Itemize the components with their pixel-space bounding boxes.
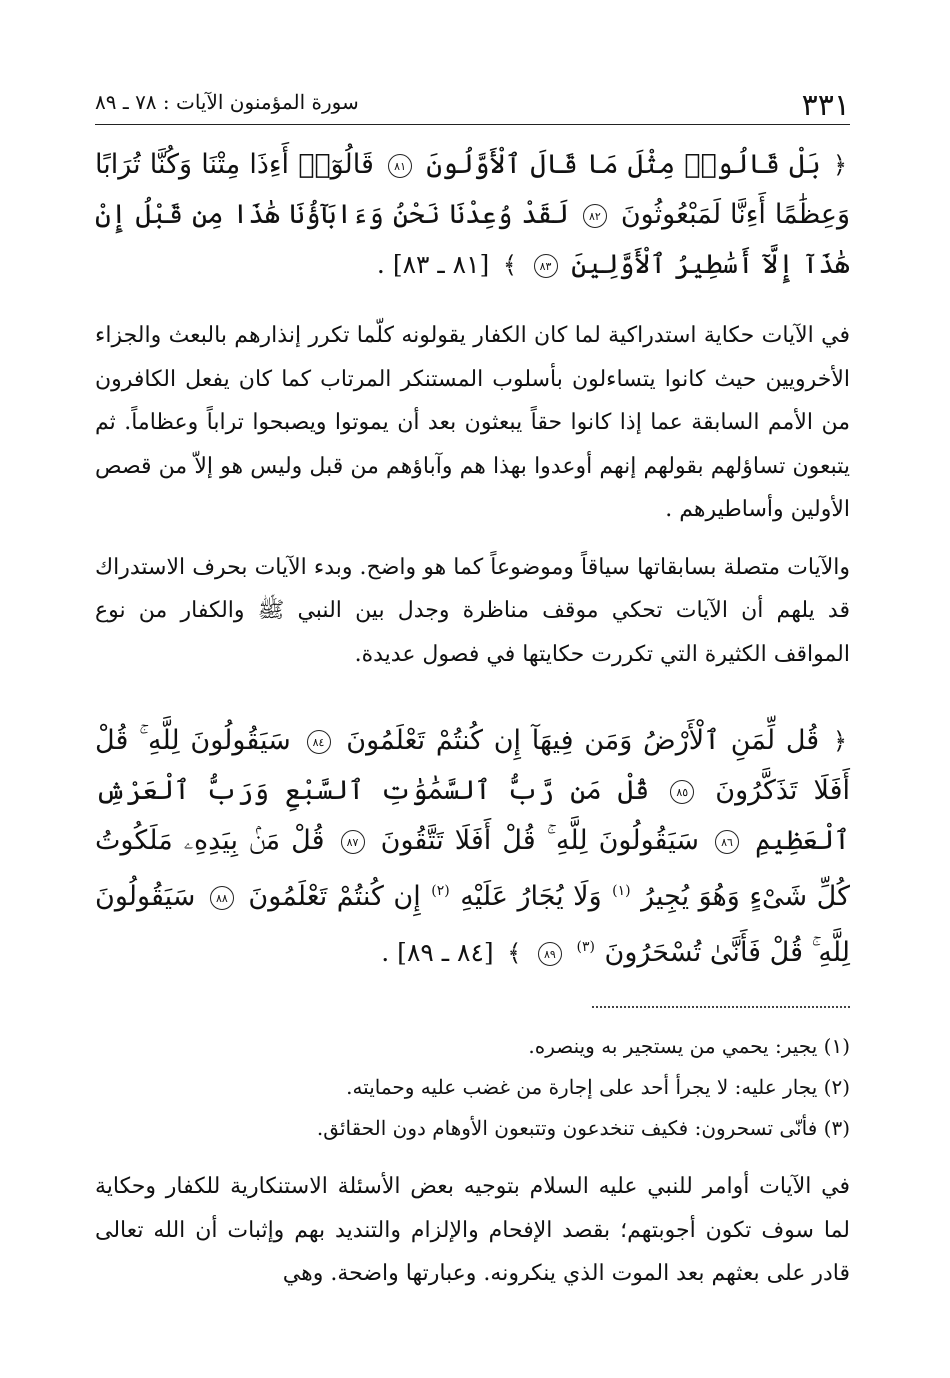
ornate-bracket-close: ﴾: [507, 939, 522, 967]
footnote-item: (١) يجير: يحمي من يستجير به وينصره.: [528, 1034, 850, 1058]
ayah-number-mark: ٨٨: [210, 886, 234, 910]
commentary-paragraph-2: والآيات متصلة بسابقاتها سياقاً وموضوعاً كما هو واضح. وبدء الآيات بحرف الاستدراك قد يلهم أن الآيات تحكي موقف مناظرة وجدل بين النبي ﷺ والكفار من نوع المواقف الكثيرة التي تكررت حكايتها في فصول عديدة.: [95, 554, 850, 667]
verse-text: قُلْ مَنۢ بِيَدِهِۦ مَلَكُوتُ كُلِّ شَىْءٍ وَهُوَ يُجِيرُ: [95, 825, 850, 912]
page-number: ٣٣١: [801, 88, 850, 123]
commentary-paragraph-3: في الآيات أوامر للنبي عليه السلام بتوجيه بعض الأسئلة الاستنكارية للكفار وحكاية لما سوف تكون أجوبتهم؛ بقصد الإفحام والإلزام والتنديد بهم وإثبات أن الله تعالى قادر على بعثهم بعد الموت الذي ينكرونه. وعبارتها واضحة. وهي: [95, 1174, 850, 1286]
footnote-reference[interactable]: (١): [612, 883, 631, 899]
footnote-reference[interactable]: (٢): [431, 883, 450, 899]
ayah-number-mark: ٨٢: [583, 204, 607, 228]
verse-text: قَالُوٓا۟ أَءِذَا مِتْنَا وَكُنَّا تُرَابًا وَعِظَٰمًا أَءِنَّا لَمَبْعُوثُونَ: [95, 149, 851, 230]
footnote-item: (٣) فأنّى تسحرون: فكيف تنخدعون وتتبعون الأوهام دون الحقائق.: [316, 1116, 850, 1140]
commentary-paragraph-1: في الآيات حكاية استدراكية لما كان الكفار يقولونه كلّما تكرر إنذارهم بالبعث والجزاء الأخرويين حيث كانوا يتساءلون بأسلوب المستنكر المرتاب كما كان يفعل الكافرون من الأمم السابقة عما إذا كانوا حقاً يبعثون بعد أن يموتوا ويصبحوا تراباً وعظاماً. ثم يتبعون تساؤلهم بقولهم إنهم أوعدوا بهذا هم وآباؤهم من قبل وليس هو إلاّ من قصص الأولين وأساطيرهم .: [95, 323, 850, 522]
ayah-number-mark: ٨٦: [715, 830, 739, 854]
verse-text: وَلَا يُجَارُ عَلَيْهِ: [460, 881, 602, 912]
running-title: سورة المؤمنون الآيات : ٧٨ ـ ٨٩: [95, 90, 359, 114]
header-rule: [95, 124, 850, 125]
verse-text: قُلْ مَن رَّبُّ ٱلسَّمَٰوَٰتِ ٱلسَّبْعِ وَرَبُّ ٱلْعَرْشِ ٱلْعَظِيمِ: [95, 775, 850, 856]
quran-passage-2: [95, 716, 850, 978]
ornate-bracket-open: ﴿: [832, 151, 847, 179]
verse-text: سَيَقُولُونَ لِلَّهِ ۚ قُلْ أَفَلَا تَذَكَّرُونَ: [95, 725, 850, 806]
verse-range-reference: [٨١ ـ ٨٣] .: [376, 250, 490, 279]
verse-text: لَقَدْ وُعِدْنَا نَحْنُ وَءَابَآؤُنَا هَٰذَا مِن قَبْلُ إِنْ هَٰذَآ إِلَّآ أَسَٰطِيرُ ٱلْأَوَّلِينَ: [95, 199, 850, 280]
ornate-bracket-close: ﴾: [502, 251, 517, 279]
verse-text: إِن كُنتُمْ تَعْلَمُونَ: [248, 881, 421, 912]
ayah-number-mark: ٨٤: [307, 730, 331, 754]
verse-text: سَيَقُولُونَ لِلَّهِ ۚ قُلْ أَفَلَا تَتَّقُونَ: [380, 825, 699, 856]
verse-range-reference: [٨٤ ـ ٨٩] .: [381, 938, 494, 967]
footnote-separator: [592, 1006, 850, 1008]
verse-text: سَيَقُولُونَ لِلَّهِ ۚ قُلْ فَأَنَّىٰ تُسْحَرُونَ: [95, 881, 850, 968]
footnote-item: (٢) يجار عليه: لا يجرأ أحد على إجارة من غضب عليه وحمايته.: [346, 1075, 850, 1099]
footnote-reference[interactable]: (٣): [576, 939, 595, 955]
ornate-bracket-open: ﴿: [832, 727, 847, 755]
quran-passage-1: [95, 140, 850, 290]
page-header: [95, 80, 850, 126]
verse-text: بَلْ قَالُوا۟ مِثْلَ مَا قَالَ ٱلْأَوَّلُونَ: [426, 149, 821, 180]
ayah-number-mark: ٨٩: [538, 942, 562, 966]
ayah-number-mark: ٨١: [388, 154, 412, 178]
page: [95, 80, 850, 1296]
ayah-number-mark: ٨٧: [341, 830, 365, 854]
ayah-number-mark: ٨٥: [670, 780, 694, 804]
verse-text: قُل لِّمَنِ ٱلْأَرْضُ وَمَن فِيهَآ إِن كُنتُمْ تَعْلَمُونَ: [346, 725, 820, 756]
ayah-number-mark: ٨٣: [534, 254, 558, 278]
